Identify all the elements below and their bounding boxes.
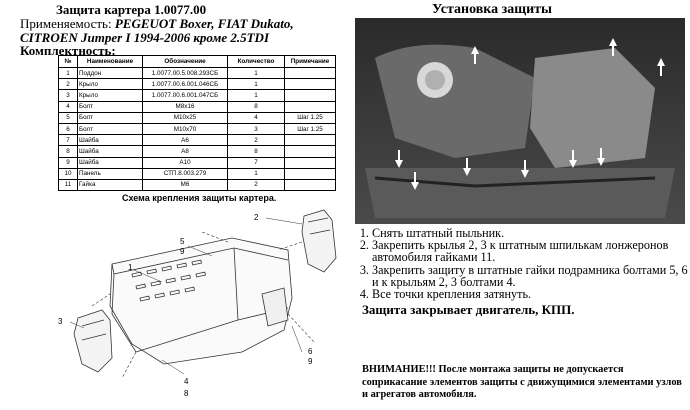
cell-number: 8 [59, 146, 78, 157]
scheme-label-8: 8 [184, 389, 189, 398]
cell-number: 4 [59, 101, 78, 112]
applicability-label: Применяемость: [20, 16, 112, 31]
install-step: 1. Снять штатный пыльник. [372, 227, 690, 239]
scheme-label-5: 5 [180, 237, 185, 246]
cell-name: Крыло [78, 90, 143, 101]
cell-number: 10 [59, 168, 78, 179]
document-title: Защита картера 1.0077.00 [56, 2, 207, 17]
cell-number: 3 [59, 90, 78, 101]
scheme-label-3: 3 [58, 317, 63, 326]
parts-table [58, 55, 336, 191]
table-row [59, 101, 336, 112]
cell-designation: A6 [143, 135, 228, 146]
attention-warning: ВНИМАНИЕ!!! После монтажа защиты не допускается соприкасание элементов защиты с движущимися элементами узлов и агрегатов автомобиля. [362, 364, 682, 400]
cell-quantity: 1 [228, 90, 285, 101]
cell-quantity: 1 [228, 68, 285, 79]
cell-name: Гайка [78, 179, 143, 190]
table-row [59, 168, 336, 179]
cell-name: Поддон [78, 68, 143, 79]
table-row [59, 79, 336, 90]
cell-note [285, 146, 336, 157]
cell-number: 11 [59, 179, 78, 190]
col-quantity: Количество [228, 56, 285, 68]
applicability-models-2: CITROEN Jumper I 1994-2006 кроме 2.5TDI [20, 30, 270, 45]
scheme-label-1: 1 [128, 263, 133, 272]
cell-note [285, 68, 336, 79]
cell-designation: M10x70 [143, 123, 228, 134]
cell-designation: СТП.8.003.279 [143, 168, 228, 179]
cell-designation: 1.0077.00.6.001.047СБ [143, 90, 228, 101]
cell-note [285, 157, 336, 168]
cell-name: Болт [78, 112, 143, 123]
cell-name: Болт [78, 123, 143, 134]
col-note: Примечание [285, 56, 336, 68]
cell-note [285, 90, 336, 101]
scheme-label-9b: 9 [308, 357, 313, 366]
cell-number: 6 [59, 123, 78, 134]
cell-designation: M10x25 [143, 112, 228, 123]
right-wing-drawing [302, 210, 336, 272]
cell-designation: 1.0077.00.5.008.293СБ [143, 68, 228, 79]
cell-number: 1 [59, 68, 78, 79]
cell-designation: M6 [143, 179, 228, 190]
cell-number: 7 [59, 135, 78, 146]
cell-quantity: 1 [228, 79, 285, 90]
cell-quantity: 4 [228, 112, 285, 123]
install-steps [340, 227, 690, 300]
install-step: 2. Закрепить крылья 2, 3 к штатным шпилькам лонжеронов автомобиля гайками 11. [372, 239, 690, 263]
table-row [59, 157, 336, 168]
kit-label: Комплектность: [20, 43, 116, 58]
cell-number: 2 [59, 79, 78, 90]
table-row [59, 68, 336, 79]
install-step: 3. Закрепить защиту в штатные гайки подрамника болтами 5, 6 и к крыльям 2, 3 болтами 4. [372, 264, 690, 288]
installation-photo [355, 18, 685, 224]
cell-note [285, 101, 336, 112]
mounting-scheme-diagram [52, 202, 352, 402]
scheme-label-9: 9 [180, 247, 185, 256]
table-row [59, 179, 336, 190]
cell-name: Шайба [78, 135, 143, 146]
cell-designation: M8x16 [143, 101, 228, 112]
cell-quantity: 1 [228, 168, 285, 179]
cell-quantity: 8 [228, 101, 285, 112]
table-row [59, 123, 336, 134]
install-step: 4. Все точки крепления затянуть. [372, 288, 690, 300]
col-designation: Обозначение [143, 56, 228, 68]
cell-number: 9 [59, 157, 78, 168]
table-row [59, 112, 336, 123]
applicability-models-1: PEGEUOT Boxer, FIAT Dukato, [114, 16, 294, 31]
cell-designation: A8 [143, 146, 228, 157]
parts-table-header [59, 56, 336, 68]
scheme-caption: Схема крепления защиты картера. [122, 193, 277, 203]
scheme-label-6: 6 [308, 347, 313, 356]
table-row [59, 146, 336, 157]
col-number: № [59, 56, 78, 68]
cell-note [285, 179, 336, 190]
col-name: Наименование [78, 56, 143, 68]
cell-quantity: 2 [228, 135, 285, 146]
cell-note: Шаг 1.25 [285, 123, 336, 134]
cell-quantity: 3 [228, 123, 285, 134]
left-wing-drawing [74, 310, 112, 372]
cell-number: 5 [59, 112, 78, 123]
cell-note [285, 135, 336, 146]
scheme-label-2: 2 [254, 213, 259, 222]
cell-quantity: 2 [228, 179, 285, 190]
cell-quantity: 8 [228, 146, 285, 157]
protection-note: Защита закрывает двигатель, КПП. [362, 302, 575, 317]
cell-designation: A10 [143, 157, 228, 168]
cell-name: Шайба [78, 157, 143, 168]
cell-designation: 1.0077.00.6.001.046СБ [143, 79, 228, 90]
cell-name: Панель [78, 168, 143, 179]
cell-name: Шайба [78, 146, 143, 157]
scheme-label-4: 4 [184, 377, 189, 386]
install-title: Установка защиты [432, 2, 552, 17]
cell-quantity: 7 [228, 157, 285, 168]
cell-note [285, 79, 336, 90]
table-row [59, 90, 336, 101]
cell-name: Крыло [78, 79, 143, 90]
cell-name: Болт [78, 101, 143, 112]
table-row [59, 135, 336, 146]
cell-note: Шаг 1.25 [285, 112, 336, 123]
cell-note [285, 168, 336, 179]
